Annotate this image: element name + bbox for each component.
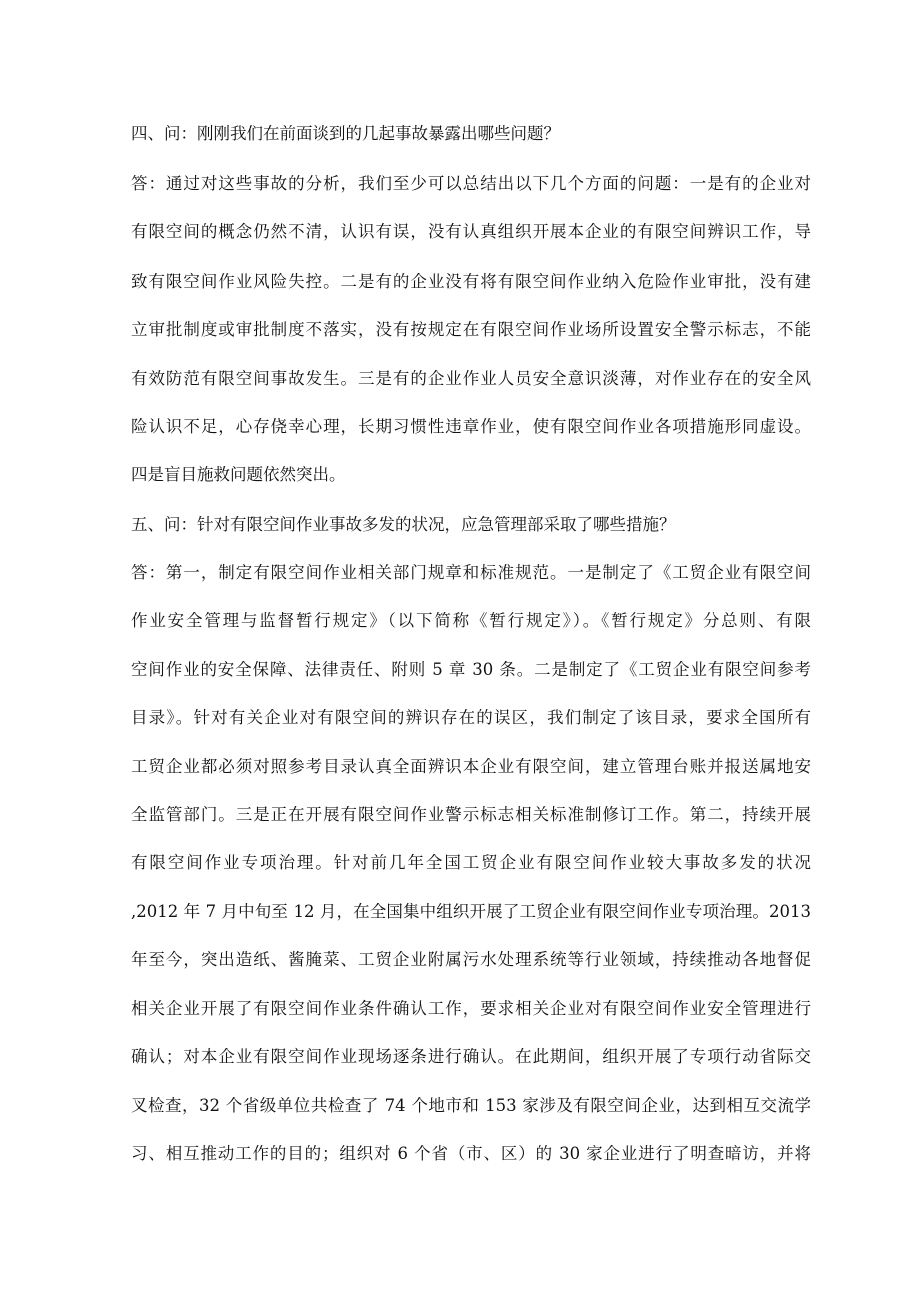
text-line: 叉检查，32 个省级单位共检查了 74 个地市和 153 家涉及有限空间企业，达到相互交流学: [131, 1096, 811, 1115]
text-line: 工贸企业都必须对照参考目录认真全面辨识本企业有限空间，建立管理台账并报送属地安: [131, 757, 811, 776]
text-line: 有效防范有限空间事故发生。三是有的企业作业人员安全意识淡薄，对作业存在的安全风: [131, 369, 811, 388]
text-line: 险认识不足，心存侥幸心理，长期习惯性违章作业，使有限空间作业各项措施形同虚设。: [131, 417, 811, 436]
question-4-heading: 四、问：刚刚我们在前面谈到的几起事故暴露出哪些问题？: [131, 124, 560, 143]
question-5-heading: 五、问：针对有限空间作业事故多发的状况，应急管理部采取了哪些措施？: [131, 515, 676, 534]
text-line: 作业安全管理与监督暂行规定》（以下简称《暂行规定》）。《暂行规定》分总则、有限: [131, 611, 811, 630]
text-line: 确认；对本企业有限空间作业现场逐条进行确认。在此期间，组织开展了专项行动省际交: [131, 1047, 811, 1066]
text-line: 有限空间的概念仍然不清，认识有误，没有认真组织开展本企业的有限空间辨识工作，导: [131, 222, 811, 241]
text-line: 目录》。针对有关企业对有限空间的辨识存在的误区，我们制定了该目录，要求全国所有: [131, 708, 811, 727]
text-line: 空间作业的安全保障、法律责任、附则 5 章 30 条。二是制定了《工贸企业有限空间参考: [131, 660, 811, 679]
text-line: 答：通过对这些事故的分析，我们至少可以总结出以下几个方面的问题：一是有的企业对: [131, 174, 811, 193]
text-line: ,2012 年 7 月中旬至 12 月，在全国集中组织开展了工贸企业有限空间作业专项治理。2013: [131, 902, 811, 921]
text-line: 年至今，突出造纸、酱腌菜、工贸企业附属污水处理系统等行业领域，持续推动各地督促: [131, 950, 811, 969]
text-line: 习、相互推动工作的目的；组织对 6 个省（市、区）的 30 家企业进行了明查暗访，并将: [131, 1144, 811, 1163]
text-line: 相关企业开展了有限空间作业条件确认工作，要求相关企业对有限空间作业安全管理进行: [131, 999, 811, 1018]
text-line: 致有限空间作业风险失控。二是有的企业没有将有限空间作业纳入危险作业审批，没有建: [131, 272, 811, 291]
text-line: 有限空间作业专项治理。针对前几年全国工贸企业有限空间作业较大事故多发的状况: [131, 853, 811, 872]
text-line: 立审批制度或审批制度不落实，没有按规定在有限空间作业场所设置安全警示标志，不能: [131, 320, 811, 339]
text-line: 全监管部门。三是正在开展有限空间作业警示标志相关标准制修订工作。第二，持续开展: [131, 805, 811, 824]
text-line: 答：第一，制定有限空间作业相关部门规章和标准规范。一是制定了《工贸企业有限空间: [131, 563, 811, 582]
text-line: 四是盲目施救问题依然突出。: [131, 465, 346, 484]
